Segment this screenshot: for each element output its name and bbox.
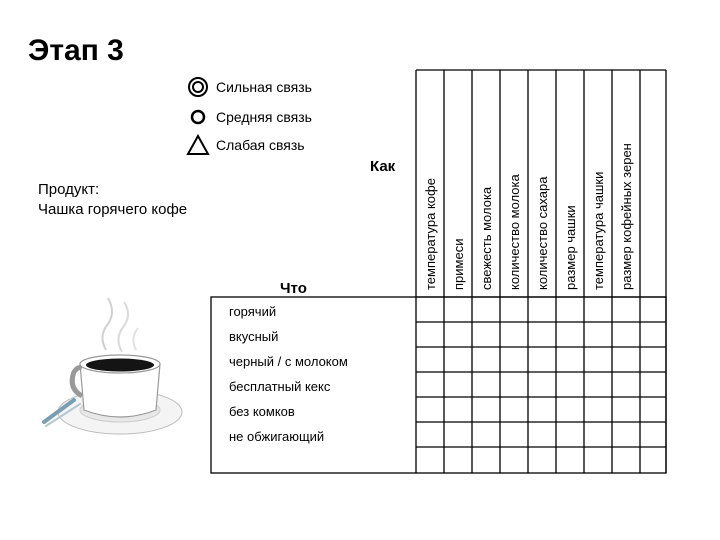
what-row-5: без комков [229, 404, 295, 419]
what-row-2: вкусный [229, 329, 279, 344]
page-title: Этап 3 [28, 34, 124, 67]
legend-medium-label: Средняя связь [216, 109, 312, 125]
product-caption: Продукт: [38, 181, 100, 198]
product-name: Чашка горячего кофе [38, 201, 188, 218]
how-column-4: количество молока [507, 174, 522, 290]
how-column-6: размер чашки [563, 205, 578, 290]
legend-strong-label: Сильная связь [216, 79, 312, 95]
how-column-1: температура кофе [423, 178, 438, 290]
how-column-7: температура чашки [591, 171, 606, 290]
what-row-6: не обжигающий [229, 429, 325, 444]
what-row-1: горячий [229, 304, 277, 319]
how-column-2: примеси [451, 238, 466, 290]
how-column-3: свежесть молока [479, 186, 494, 290]
how-label: Как [370, 158, 396, 175]
what-row-3: черный / с молоком [229, 354, 348, 369]
what-row-4: бесплатный кекс [229, 379, 331, 394]
legend-weak-label: Слабая связь [216, 137, 305, 153]
what-label: Что [280, 280, 307, 297]
how-column-8: размер кофейных зерен [619, 143, 634, 290]
how-column-5: количество сахара [535, 176, 550, 290]
